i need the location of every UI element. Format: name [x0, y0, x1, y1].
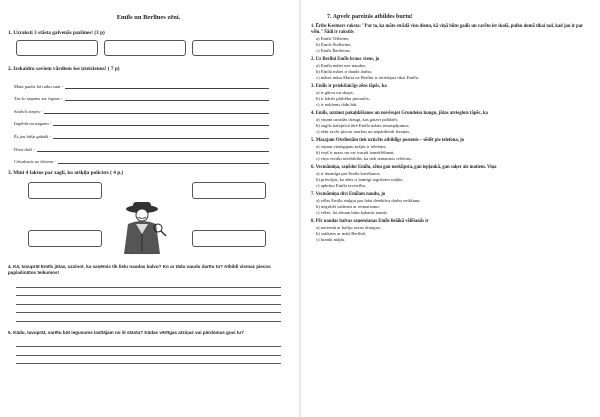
quiz-question	[311, 24, 592, 54]
phrase-line	[14, 114, 289, 127]
question-text: 4. Emīls, uzzinot pakaļdzīšanos un novērojot Grundeisa kungu, jūtas atvieglots tāpēc, ka	[311, 111, 488, 117]
answer-option[interactable]: b) satikties ar māti Berlīnē;	[316, 231, 367, 237]
answer-option[interactable]: c) Emīls Īberheins.	[316, 47, 351, 53]
answer-line[interactable]	[16, 313, 281, 322]
question-2: 2. Izskaidro saviem vārdiem šos izteicienus! ( 7 p)	[8, 66, 120, 72]
phrase-text: Sarāvīt ziepes -	[14, 108, 43, 114]
answer-option[interactable]: a) Emīla mātei nav naudas;	[316, 62, 367, 68]
answer-option[interactable]: b) viņš ir mazs un var trasaīt izmeklēšanai;	[316, 150, 395, 155]
policeman-facts-area	[8, 180, 289, 258]
phrase-line	[14, 89, 289, 102]
answer-line[interactable]	[37, 145, 269, 152]
quiz-question	[311, 57, 592, 81]
answer-box[interactable]	[192, 40, 274, 56]
phrase-line	[14, 101, 289, 114]
question-5: 5. Kādu, tavuprāt, varētu būt ieguvums lasītājam no šī stāsta? Kādas vērtīgas atziņas vai pārdomas guvi tu?	[8, 329, 244, 335]
quiz-question	[311, 192, 592, 216]
answer-option[interactable]: a) viņam uzradās draugi, kas gatavi palīdzēt;	[316, 116, 399, 122]
answer-line[interactable]	[44, 107, 269, 114]
question-text: 5. Mazajam Otrdienām tiek uzticēts atbildīgs postenis – sēdēt pie telefona, jo	[311, 138, 464, 144]
answer-line[interactable]	[16, 305, 281, 314]
worksheet-page-right	[301, 0, 600, 417]
question-3: 3. Mini 4 faktus par zagli, ko atšķiļa policists ( 4 p.)	[8, 170, 124, 177]
answer-line[interactable]	[53, 132, 269, 139]
answer-line[interactable]	[53, 119, 269, 126]
quiz-question	[311, 84, 592, 108]
answer-option[interactable]: a) uzcienāt ar kafiju savus draugus;	[316, 225, 381, 231]
answer-line[interactable]	[16, 356, 281, 365]
answer-option[interactable]: c) mātes māsa Marta uz Berlīni ir aicinājusi tikai Emīlu.	[316, 74, 420, 80]
answer-option[interactable]: b) Emīla mātei ir daudz darba;	[316, 68, 372, 74]
answer-line[interactable]	[58, 157, 269, 164]
quiz-question	[311, 219, 592, 243]
question-text: 6. Vecmāmiņa, saņēdot Emīlu, zēnu gan noskūpsta, gan iepļaukā, gan saķer aiz matiem. Viņa	[311, 165, 497, 171]
answer-box[interactable]	[104, 40, 186, 56]
phrase-line	[14, 126, 289, 139]
answer-line[interactable]	[16, 347, 281, 356]
answer-option[interactable]: a) ir gūtvu un skops;	[316, 89, 354, 95]
fact-box[interactable]	[28, 230, 102, 247]
fact-box[interactable]	[28, 182, 102, 199]
phrase-text: Ēs jau būšu gabalā -	[14, 133, 51, 139]
quiz-question	[311, 138, 592, 162]
answer-line[interactable]	[65, 82, 269, 89]
answer-line[interactable]	[16, 288, 281, 297]
answer-option[interactable]: a) ir dusmīga par Emīla kavēšanos;	[316, 170, 381, 176]
figure-caption: Rasaga, ņagdu pieputais	[126, 251, 156, 256]
phrase-text: Tas šo saņems aiz čupras -	[14, 96, 63, 102]
phrase-text: Ceturksnis uz diviem -	[14, 159, 56, 165]
phrase-list	[8, 76, 289, 164]
answer-line[interactable]	[65, 94, 269, 101]
answer-option[interactable]: b) zaglis kafejnīcā tērē Emīla mātes iestaupījumus;	[316, 122, 410, 128]
phrase-text: Mani pazīst kā raibu suni -	[14, 83, 64, 89]
detective-illustration	[112, 200, 172, 256]
answer-option[interactable]: b) ir kārtīs pārliēku piesaulis;	[316, 95, 370, 101]
phrase-line	[14, 152, 289, 165]
question-text: 2. Uz Berlīni Emīls brauc viens, jo	[311, 56, 380, 62]
quiz-question	[311, 111, 592, 135]
question-text: 7. Vecmāmiņa divi Emīlam naudu, jo	[311, 192, 386, 198]
answer-line[interactable]	[16, 296, 281, 305]
answer-line[interactable]	[16, 279, 281, 288]
worksheet-title: Emīls un Berlīnes zēni.	[116, 14, 181, 21]
question-text: 1. Ērihs Kestners raksta: "Par to, ka māte strādā visu dienu, kā viņā būtu gadīs un varētu iet skolā, pulku domā tikai tad, kad jau ir par vēlu." Šādi ir rakstīts	[311, 24, 584, 35]
answer-option[interactable]: c) viņa vecāki neiebildās, ka tiek izmantots telefons.	[316, 156, 413, 162]
answer-option[interactable]: b) priecājas, ka zēns ir laimīgi atgriezies mājās;	[316, 177, 404, 183]
question-4: 4. Kā, tavuprāt Emīls jūtas, uzzinot, ka saņēmis tik lielu naudas balvu? Ko ar tādu naudu darītu tu? Atbildi vismaz piecos paplašinātos teikumos!	[8, 264, 271, 276]
answer-option[interactable]: a) viņam vienīgajam mājās ir telefons;	[316, 143, 387, 149]
answer-option[interactable]: c) ir noklenis tādu būt.	[316, 101, 358, 107]
section-title: 7. Apvelc pareizās atbildes burtu!	[327, 14, 413, 20]
phrase-line	[14, 76, 289, 89]
answer-option[interactable]: a) Emils Tišheins;	[316, 35, 350, 41]
answer-option[interactable]: b) negribēt saslimst ar reimatismu;	[316, 204, 380, 210]
quiz-question	[311, 165, 592, 189]
question-1: 1. Uzraksti 3 stāsta galvenās pazīmes! (3 p)	[8, 30, 105, 36]
answer-option[interactable]: c) apbrīno Emīla izveicību.	[316, 183, 367, 189]
question-text: 3. Emīls ir priekšlaicīgs zēns tāpēc, ka	[311, 83, 387, 89]
answer-option[interactable]: c) zēni savāc piecas markas un nepārdienīt feraņus.	[316, 129, 411, 135]
answer-box[interactable]	[16, 40, 98, 56]
phrase-text: Impērāt no nagiem -	[14, 121, 52, 127]
answer-option[interactable]: c) brankt mājās.	[316, 237, 346, 243]
answer-boxes-q1	[16, 40, 289, 56]
fact-box[interactable]	[192, 230, 266, 247]
answer-line[interactable]	[16, 339, 281, 348]
fact-box[interactable]	[192, 182, 266, 199]
question-text: 8. Pēc naudas balvas saņemšanas Emīls lielākā vēlēšanās ir	[311, 219, 429, 225]
answer-option[interactable]: a) vēlas Emīlu atalgot par labu detektīva darbu veikšanu;	[316, 198, 421, 204]
phrase-text: Dirst dučī -	[14, 146, 35, 152]
worksheet-page-left	[0, 0, 299, 417]
answer-lines-q5	[8, 339, 289, 365]
answer-option[interactable]: b) Emils Štolheins;	[316, 41, 352, 47]
answer-option[interactable]: c) vēlas, lai zēnam būtu kabatas nauda.	[316, 210, 388, 216]
phrase-line	[14, 139, 289, 152]
answer-lines-q4	[8, 279, 289, 322]
